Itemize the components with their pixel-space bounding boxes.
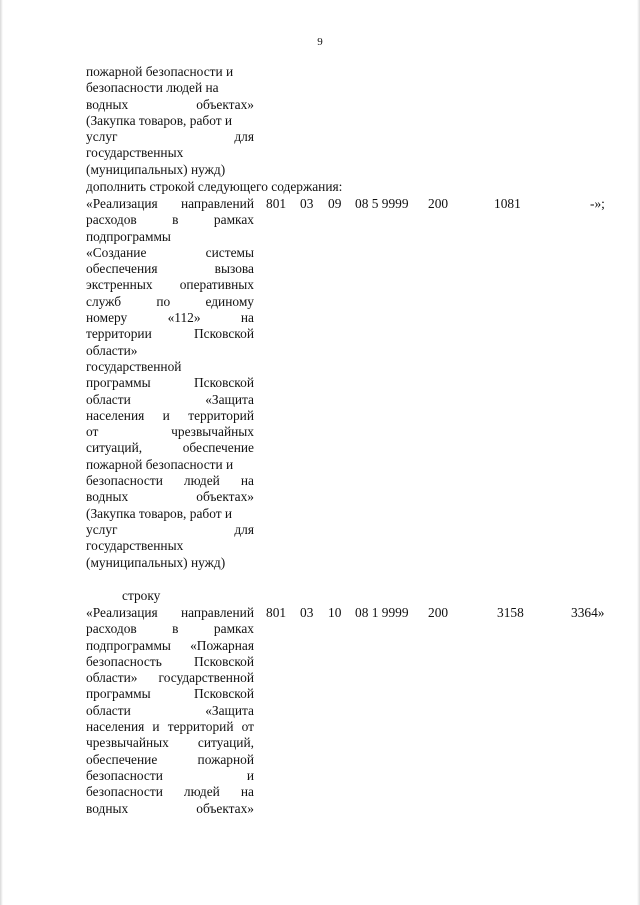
page-number: 9 (317, 36, 323, 48)
text-line: водных объектах» (86, 489, 254, 505)
text-line: государственной (86, 358, 182, 374)
text-line: области «Защита (86, 391, 254, 407)
text-line: служб по единому (86, 293, 254, 309)
text-line: (муниципальных) нужд) (86, 161, 226, 177)
text-line: услуг для (86, 521, 254, 537)
row1-target-article: 08 5 9999 (355, 196, 409, 211)
text-line: населения и территорий (86, 407, 254, 423)
text-line: обеспечения вызова (86, 261, 254, 277)
row2-code: 801 (266, 605, 287, 620)
text-line: безопасности и (86, 767, 254, 783)
text-line: услуг для (86, 129, 254, 145)
row2-target-article: 08 1 9999 (355, 605, 409, 620)
row2-expense-type: 200 (428, 605, 449, 620)
text-line: обеспечение пожарной (86, 751, 254, 767)
row1-expense-type: 200 (428, 196, 449, 211)
continuation-text-block (86, 64, 254, 178)
row1-subsection: 09 (328, 196, 342, 211)
text-line: области» (86, 342, 138, 358)
text-line: безопасности людей на (86, 784, 254, 800)
text-line: «Реализация направлений (86, 605, 254, 620)
text-line: от чрезвычайных (86, 424, 254, 440)
text-line: ситуаций, обеспечение (86, 440, 254, 456)
text-line: подпрограммы «Пожарная (86, 637, 254, 653)
row2-amount-1: 3158 (497, 605, 524, 620)
scan-edge-left (0, 0, 3, 905)
text-line: государственных (86, 538, 184, 554)
text-line: населения и территорий от (86, 719, 254, 735)
text-line: расходов в рамках (86, 621, 254, 637)
text-line: программы Псковской (86, 686, 254, 702)
text-line: области «Защита (86, 702, 254, 718)
row1-description (86, 196, 254, 571)
row2-description (86, 605, 254, 817)
row1-amount-1: 1081 (494, 196, 521, 211)
text-line: государственных (86, 145, 184, 161)
row2-section: 03 (300, 605, 314, 620)
stroku-label: строку (122, 588, 161, 603)
text-line: безопасность Псковской (86, 653, 254, 669)
text-line: расходов в рамках (86, 212, 254, 228)
text-line: «Создание системы (86, 244, 254, 260)
row1-amount-2: -»; (590, 196, 605, 211)
text-line: области» государственной (86, 670, 254, 686)
text-line: пожарной безопасности и (86, 64, 234, 79)
text-line: территории Псковской (86, 326, 254, 342)
text-line: (муниципальных) нужд) (86, 554, 226, 570)
text-line: подпрограммы (86, 228, 171, 244)
text-line: чрезвычайных ситуаций, (86, 735, 254, 751)
row2-amount-2: 3364» (571, 605, 605, 620)
text-line: программы Псковской (86, 375, 254, 391)
text-line: безопасности людей на (86, 473, 254, 489)
row2-subsection: 10 (328, 605, 342, 620)
text-line: (Закупка товаров, работ и (86, 505, 233, 521)
row1-section: 03 (300, 196, 314, 211)
text-line: водных объектах» (86, 800, 254, 816)
text-line: (Закупка товаров, работ и (86, 112, 233, 128)
text-line: водных объектах» (86, 96, 254, 112)
text-line: номеру «112» на (86, 310, 254, 326)
row1-code: 801 (266, 196, 287, 211)
text-line: пожарной безопасности и (86, 456, 234, 472)
addition-instruction: дополнить строкой следующего содержания: (86, 179, 343, 194)
text-line: «Реализация направлений (86, 196, 254, 211)
text-line: безопасности людей на (86, 80, 219, 96)
text-line: экстренных оперативных (86, 277, 254, 293)
